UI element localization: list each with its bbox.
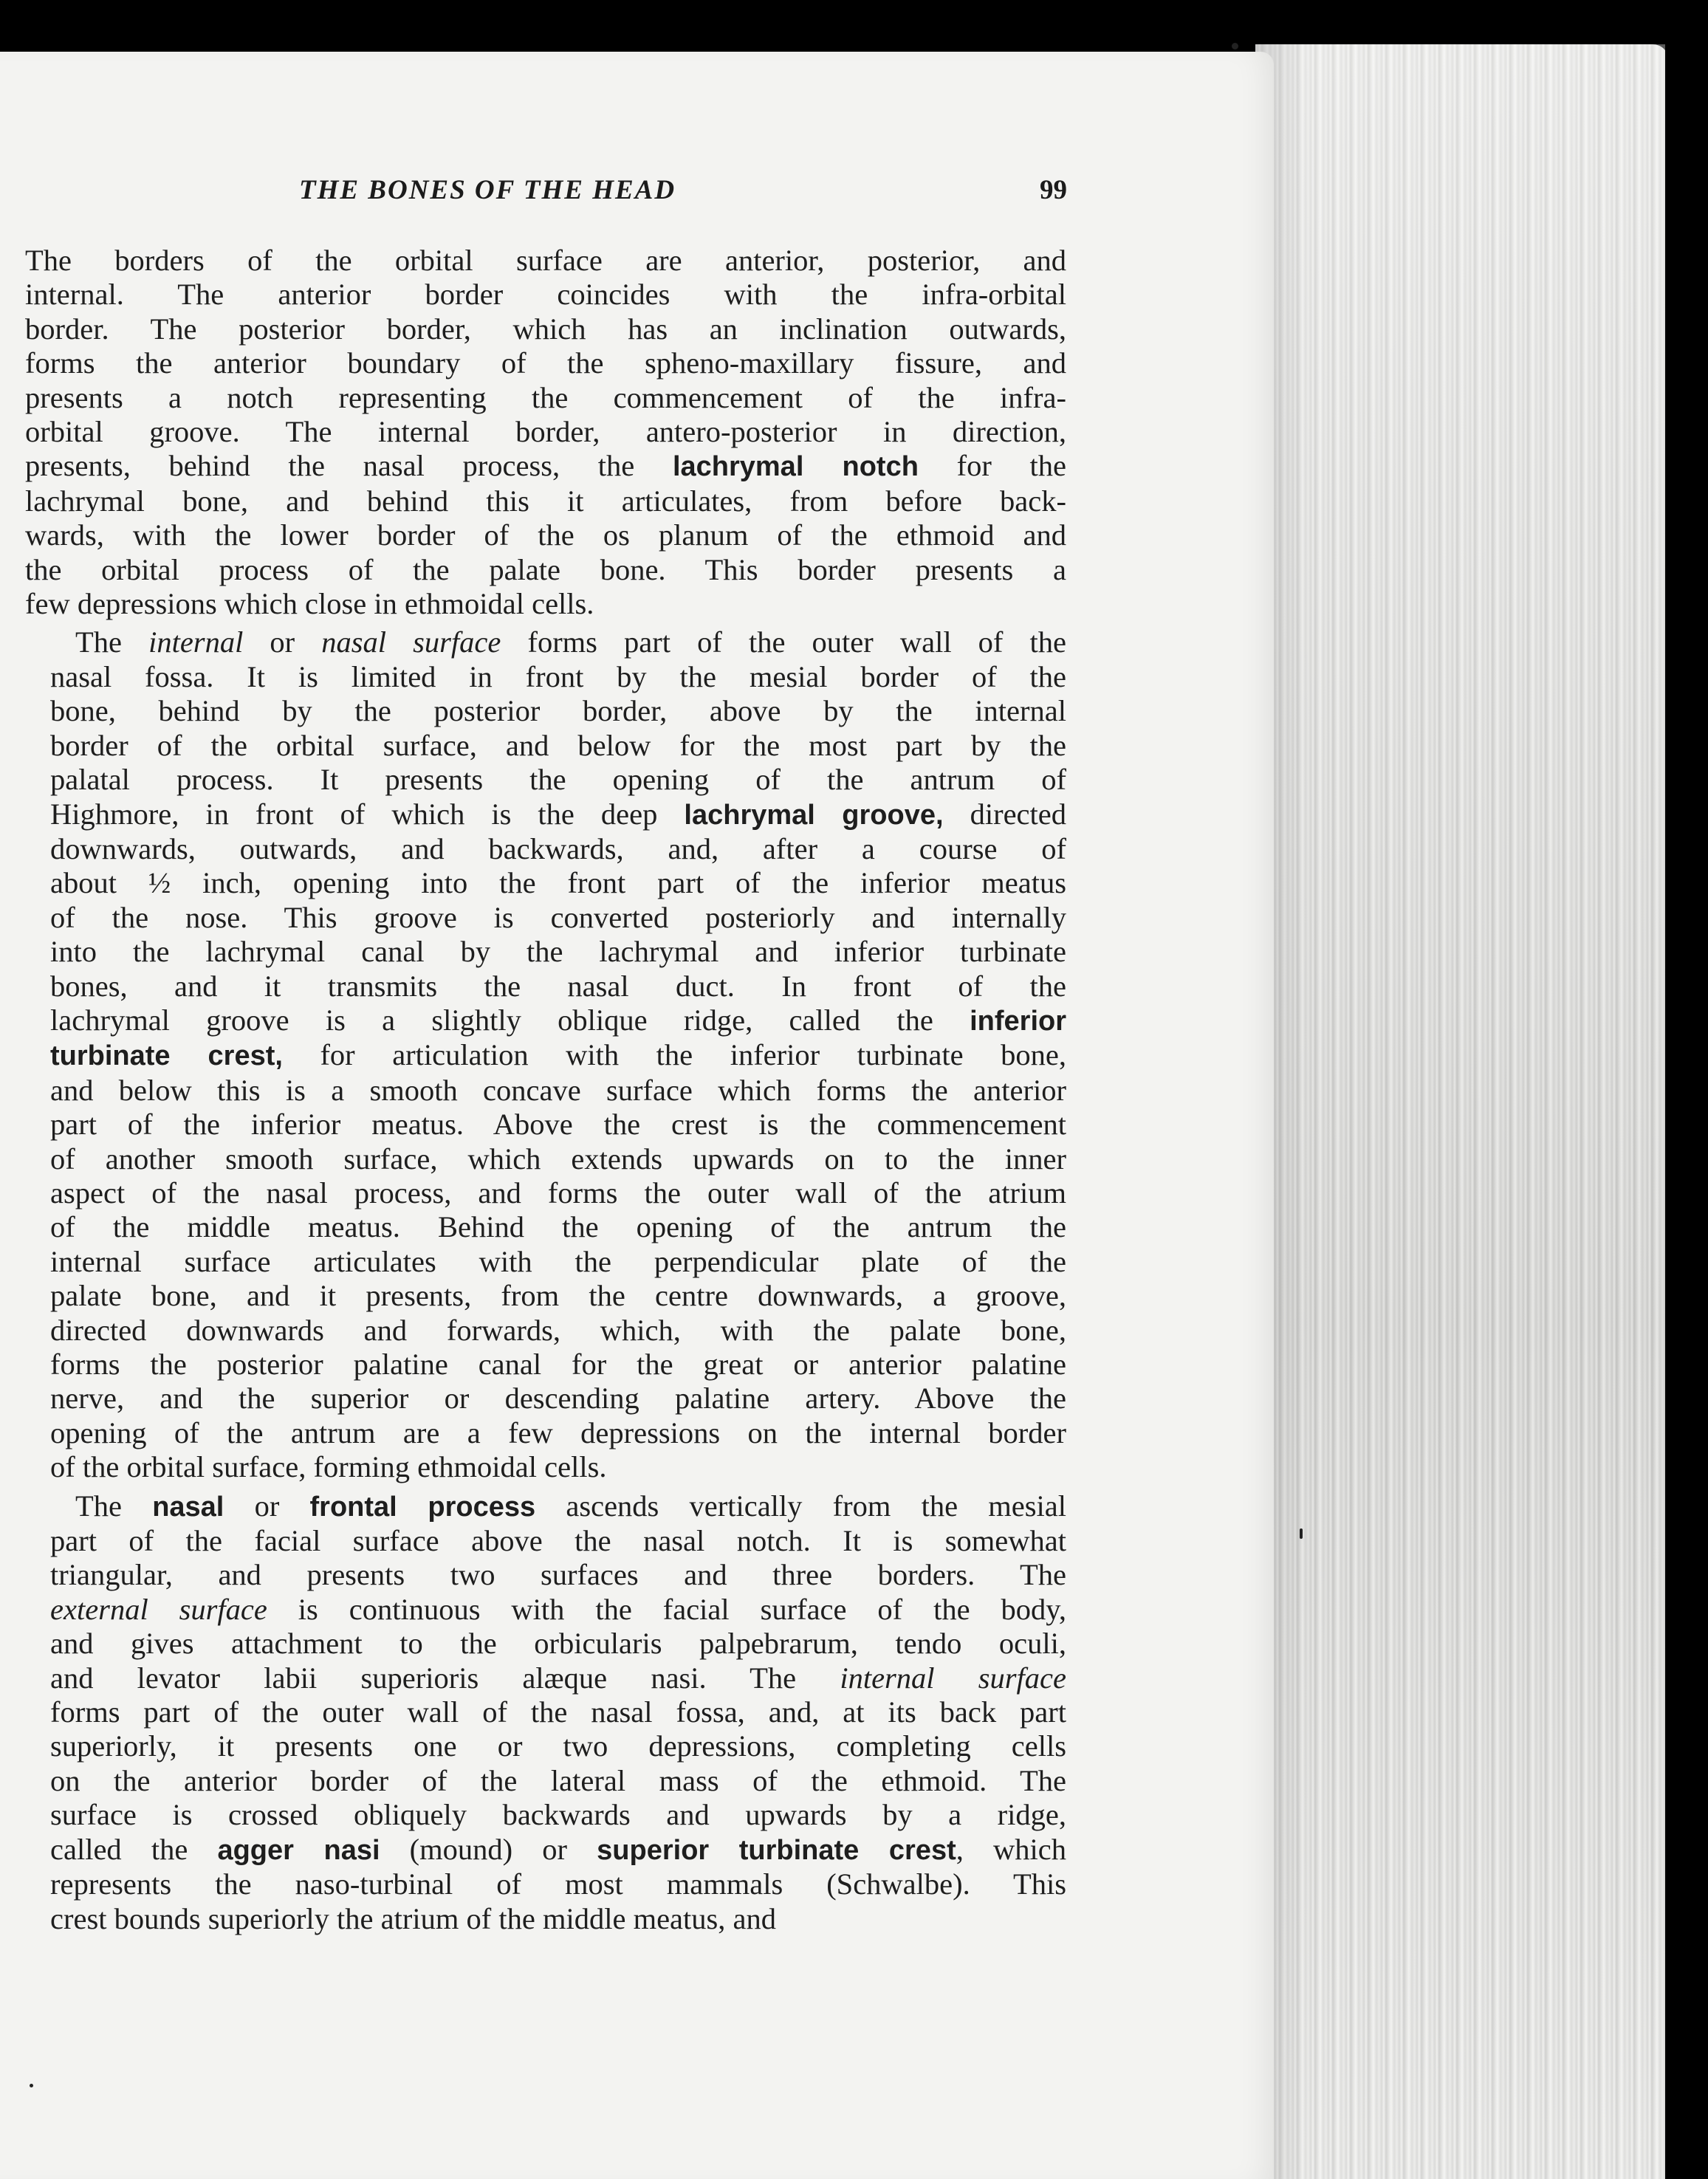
text-run: forms the anterior boundary of the spheno-maxillary fissure, and — [25, 346, 1066, 380]
text-line — [25, 1593, 1066, 1627]
text-run: downwards, outwards, and backwards, and, after a course of — [50, 831, 1066, 865]
bold-term: agger nasi — [217, 1834, 380, 1866]
text-run: forms part of the outer wall of the — [501, 625, 1066, 659]
text-line — [25, 935, 1066, 969]
text-run: or — [224, 1489, 310, 1523]
text-run: directed downwards and forwards, which, with the palate bone, — [50, 1313, 1066, 1347]
text-run: called the — [50, 1832, 218, 1866]
text-run: for articulation with the inferior turbinate bone, — [282, 1038, 1066, 1072]
italic-term: internal surface — [840, 1661, 1066, 1695]
scan-border-right — [1665, 0, 1708, 2179]
text-line — [25, 970, 1066, 1003]
running-head — [30, 174, 1067, 219]
text-run: Highmore, in front of which is the deep — [50, 797, 685, 831]
text-line — [25, 1695, 1066, 1729]
bold-term: turbinate crest, — [50, 1040, 283, 1072]
dust-speck — [1300, 1528, 1303, 1539]
text-run: triangular, and presents two surfaces and three borders. The — [50, 1558, 1066, 1592]
text-line — [25, 1142, 1066, 1176]
text-line — [25, 1450, 1066, 1484]
italic-term: nasal surface — [321, 625, 501, 659]
bold-term: inferior — [970, 1005, 1066, 1037]
text-line — [25, 694, 1066, 728]
text-run: into the lachrymal canal by the lachrymal and inferior turbinate — [50, 935, 1066, 969]
paragraph-internal-surface — [25, 625, 1066, 1484]
text-line — [25, 346, 1066, 380]
text-line — [25, 1661, 1066, 1695]
text-run: is continuous with the facial surface of the body, — [267, 1592, 1067, 1626]
text-line — [25, 1348, 1066, 1382]
text-line — [25, 1902, 1066, 1936]
text-line — [25, 1176, 1066, 1210]
text-line — [25, 553, 1066, 587]
text-run: for the — [918, 449, 1066, 483]
text-line — [25, 1003, 1066, 1038]
text-line — [25, 518, 1066, 552]
text-run: forms the posterior palatine canal for the great or anterior palatine — [50, 1348, 1066, 1381]
text-run: internal. The anterior border coincides with the infra-orbital — [25, 278, 1066, 312]
paragraph-orbital-borders — [25, 244, 1066, 621]
text-run: orbital groove. The internal border, antero-posterior in direction, — [25, 415, 1066, 449]
body-text — [25, 244, 1066, 1936]
italic-term: external surface — [50, 1592, 267, 1626]
text-line — [25, 763, 1066, 797]
text-line — [25, 1729, 1066, 1763]
text-run: lachrymal bone, and behind this it articulates, from before back- — [25, 484, 1066, 518]
text-line — [25, 484, 1066, 518]
bold-term: lachrymal groove, — [684, 799, 944, 831]
text-run: bones, and it transmits the nasal duct. In front of the — [50, 969, 1066, 1003]
text-run: The — [75, 625, 149, 659]
text-run: of the nose. This groove is converted posteriorly and internally — [50, 900, 1066, 934]
text-line — [25, 1382, 1066, 1416]
text-run: part of the facial surface above the nasal notch. It is somewhat — [50, 1524, 1066, 1558]
text-run: of another smooth surface, which extends upwards on to the inner — [50, 1142, 1066, 1176]
text-run: presents a notch representing the commencement of the infra- — [25, 380, 1066, 414]
text-line — [25, 625, 1066, 659]
text-line — [25, 1245, 1066, 1279]
text-line — [25, 244, 1066, 278]
text-line — [25, 278, 1066, 312]
text-run: few depressions which close in ethmoidal cells. — [25, 587, 594, 621]
text-run: of the orbital surface, forming ethmoidal cells. — [50, 1450, 607, 1484]
text-line — [25, 415, 1066, 449]
text-run: , which — [956, 1832, 1066, 1866]
text-line — [25, 1279, 1066, 1313]
text-line — [25, 1627, 1066, 1661]
dust-speck — [30, 2084, 33, 2087]
text-line — [25, 1038, 1066, 1073]
text-run: presents, behind the nasal process, the — [25, 449, 673, 483]
running-title: THE BONES OF THE HEAD — [299, 175, 676, 205]
text-run: on the anterior border of the lateral mass of the ethmoid. The — [50, 1763, 1066, 1797]
text-run: directed — [943, 797, 1067, 831]
text-line — [25, 449, 1066, 484]
text-line — [25, 1416, 1066, 1450]
text-run: forms part of the outer wall of the nasal fossa, and, at its back part — [50, 1695, 1066, 1729]
text-run: ascends vertically from the mesial — [535, 1489, 1066, 1523]
text-run: opening of the antrum are a few depressions on the internal border — [50, 1416, 1066, 1449]
text-line — [25, 1833, 1066, 1867]
bold-term: frontal process — [309, 1491, 536, 1523]
text-run: The borders of the orbital surface are anterior, posterior, and — [25, 244, 1066, 277]
paragraph-nasal-process — [25, 1489, 1066, 1936]
text-run: surface is crossed obliquely backwards and upwards by a ridge, — [50, 1798, 1066, 1832]
page-edges — [1255, 44, 1669, 2179]
bold-term: superior turbinate crest — [597, 1834, 956, 1866]
text-run: aspect of the nasal process, and forms the outer wall of the atrium — [50, 1176, 1066, 1209]
text-run: palate bone, and it presents, from the centre downwards, a groove, — [50, 1279, 1066, 1313]
text-line — [25, 1074, 1066, 1108]
bold-term: lachrymal notch — [672, 451, 919, 483]
text-run: (mound) or — [380, 1832, 597, 1866]
text-line — [25, 1867, 1066, 1901]
bold-term: nasal — [152, 1491, 224, 1523]
text-run: part of the inferior meatus. Above the crest is the commencement — [50, 1108, 1066, 1142]
text-line — [25, 729, 1066, 763]
text-line — [25, 797, 1066, 832]
text-run: nasal fossa. It is limited in front by the mesial border of the — [50, 659, 1066, 693]
text-line — [25, 832, 1066, 866]
text-run: bone, behind by the posterior border, above by the internal — [50, 694, 1066, 728]
text-run: lachrymal groove is a slightly oblique ridge, called the — [50, 1003, 970, 1037]
text-run: of the middle meatus. Behind the opening of the antrum the — [50, 1210, 1066, 1244]
text-line — [25, 1210, 1066, 1244]
text-run: The — [75, 1489, 153, 1523]
text-run: about ½ inch, opening into the front part of the inferior meatus — [50, 866, 1066, 900]
text-line — [25, 866, 1066, 900]
page-number: 99 — [1040, 175, 1067, 205]
text-line — [25, 381, 1066, 415]
text-line — [25, 1558, 1066, 1592]
text-line — [25, 1108, 1066, 1142]
text-run: and below this is a smooth concave surface which forms the anterior — [50, 1073, 1066, 1107]
text-run: crest bounds superiorly the atrium of the middle meatus, and — [50, 1901, 777, 1935]
text-run: border of the orbital surface, and below for the most part by the — [50, 728, 1066, 762]
text-run: and gives attachment to the orbicularis palpebrarum, tendo oculi, — [50, 1627, 1066, 1661]
text-run: internal surface articulates with the perpendicular plate of the — [50, 1244, 1066, 1278]
text-run: and levator labii superioris alæque nasi. The — [50, 1661, 840, 1695]
text-line — [25, 1489, 1066, 1524]
dust-speck — [1232, 43, 1238, 49]
text-line — [25, 312, 1066, 346]
text-run: nerve, and the superior or descending palatine artery. Above the — [50, 1382, 1066, 1416]
text-line — [25, 1798, 1066, 1832]
text-line — [25, 587, 1066, 621]
text-line — [25, 1764, 1066, 1798]
text-run: border. The posterior border, which has an inclination outwards, — [25, 312, 1066, 346]
text-run: or — [243, 625, 322, 659]
text-run: palatal process. It presents the opening of the antrum of — [50, 763, 1066, 797]
italic-term: internal — [148, 625, 244, 659]
text-line — [25, 660, 1066, 694]
text-run: represents the naso-turbinal of most mammals (Schwalbe). This — [50, 1867, 1066, 1901]
text-line — [25, 1314, 1066, 1348]
text-run: the orbital process of the palate bone. This border presents a — [25, 552, 1066, 586]
text-run: superiorly, it presents one or two depressions, completing cells — [50, 1729, 1066, 1763]
text-run: wards, with the lower border of the os planum of the ethmoid and — [25, 518, 1066, 552]
text-line — [25, 901, 1066, 935]
text-line — [25, 1524, 1066, 1558]
